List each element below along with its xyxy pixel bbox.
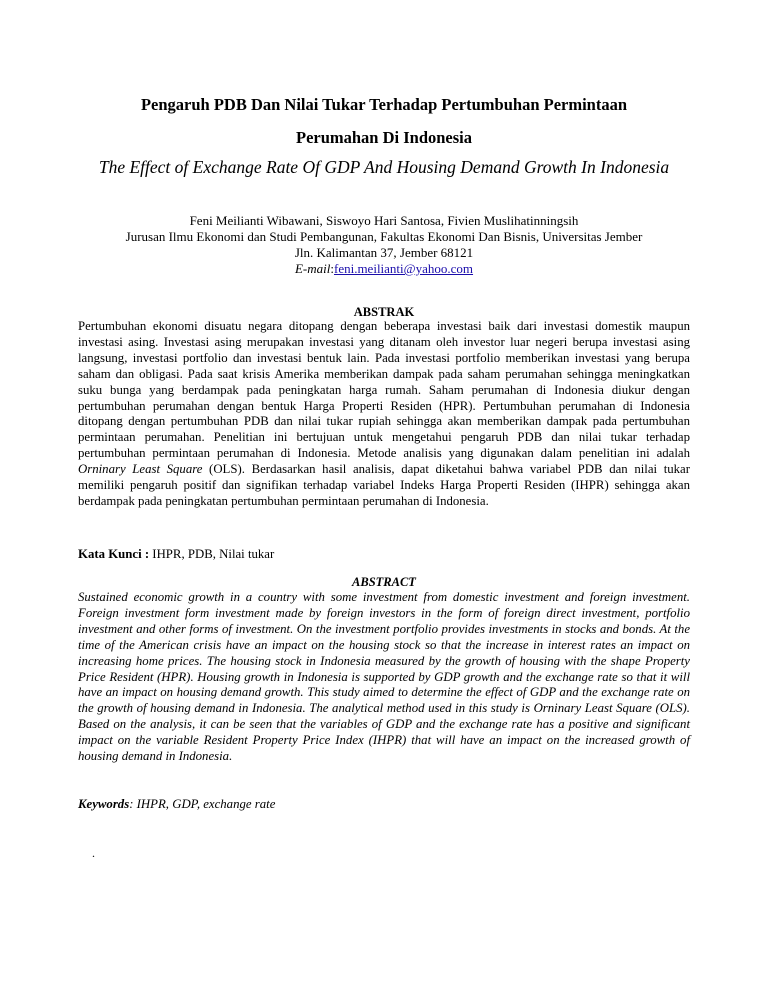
email-label: E-mail [294,261,331,276]
abstrak-text-part-2: (OLS). Berdasarkan hasil analisis, dapat diketahui bahwa variabel PDB dan nilai tukar memiliki pengaruh positif dan signifikan terhadap variabel Indeks Harga Properti Residen (IHPR) sehingga akan berdampak pada peningkatan pertumbuhan permintaan perumahan di Indonesia. [78,462,690,508]
abstract-body: Sustained economic growth in a country with some investment from domestic investment and foreign investment. Foreign investment form investment made by foreign investors in the form of foreign direct investment, portfolio investment and other forms of investment. On the investment portfolio provides investments in stocks and bonds. At the time of the American crisis have an impact on the housing stock so that the increase in interest rates an impact on increasing home prices. The housing stock in Indonesia measured by the growth of housing with the shape Property Price Resident (HPR). Housing growth in Indonesia is supported by GDP growth and the exchange rate so that it will have an impact on housing demand growth. This study aimed to determine the effect of GDP and the exchange rate on the growth of housing demand in Indonesia. The analytical method used in this study is Orninary Least Square (OLS). Based on the analysis, it can be seen that the variables of GDP and the exchange rate has a positive and significant impact on the variable Resident Property Price Index (IHPR) that will have an impact on the increased growth of housing demand in Indonesia. [78,590,690,764]
email-link[interactable]: feni.meilianti@yahoo.com [333,261,474,276]
keywords-label: Keywords [78,797,130,811]
email-separator: : [330,261,334,276]
paper-title-line-2: Perumahan Di Indonesia [295,128,473,147]
keywords-line [78,796,690,812]
author-info [60,213,708,277]
paper-title-english: The Effect of Exchange Rate Of GDP And Housing Demand Growth In Indonesia [98,157,670,177]
footer-mark: . [92,846,95,860]
author-affiliation: Jurusan Ilmu Ekonomi dan Studi Pembangunan, Fakultas Ekonomi Dan Bisnis, Universitas Jember [125,229,643,244]
kata-kunci-label: Kata Kunci : [78,547,150,561]
kata-kunci-values: IHPR, PDB, Nilai tukar [149,547,275,561]
author-email-line [60,261,708,277]
title-block [60,88,708,180]
abstrak-text-part-1: Pertumbuhan ekonomi disuatu negara ditopang dengan beberapa investasi baik dari investasi domestik maupun investasi asing. Investasi asing merupakan investasi yang ditanam oleh investor luar negeri berupa investasi asing langsung, investasi portfolio dan investasi bentuk lain. Pada investasi portfolio memberikan investasi yang berupa saham dan obligasi. Pada saat krisis Amerika memberikan dampak pada saham perumahan sehingga meningkatkan suku bunga yang berdampak pada peningkatan harga rumah. Saham perumahan di Indonesia diukur dengan pertumbuhan perumahan dengan bentuk Harga Properti Residen (HPR). Pertumbuhan perumahan di Indonesia ditopang dengan pertumbuhan PDB dan nilai tukar rupiah sehingga akan memberikan dampak pada pertumbuhan permintaan perumahan. Penelitian ini bertujuan untuk mengetahui pengaruh PDB dan nilai tukar terhadap pertumbuhan permintaan perumahan di Indonesia. Metode analisis yang digunakan dalam penelitian ini adalah [78,319,690,461]
author-address: Jln. Kalimantan 37, Jember 68121 [294,245,474,260]
abstrak-heading: ABSTRAK [353,305,415,319]
kata-kunci-line [78,546,690,562]
author-names: Feni Meilianti Wibawani, Siswoyo Hari Santosa, Fivien Muslihatinningsih [189,213,579,228]
abstract-heading: ABSTRACT [352,575,416,589]
paper-title-line-1: Pengaruh PDB Dan Nilai Tukar Terhadap Pertumbuhan Permintaan [140,95,628,114]
abstrak-method-term: Orninary Least Square [78,462,203,477]
keywords-values: : IHPR, GDP, exchange rate [129,797,276,811]
abstrak-body [78,319,690,510]
